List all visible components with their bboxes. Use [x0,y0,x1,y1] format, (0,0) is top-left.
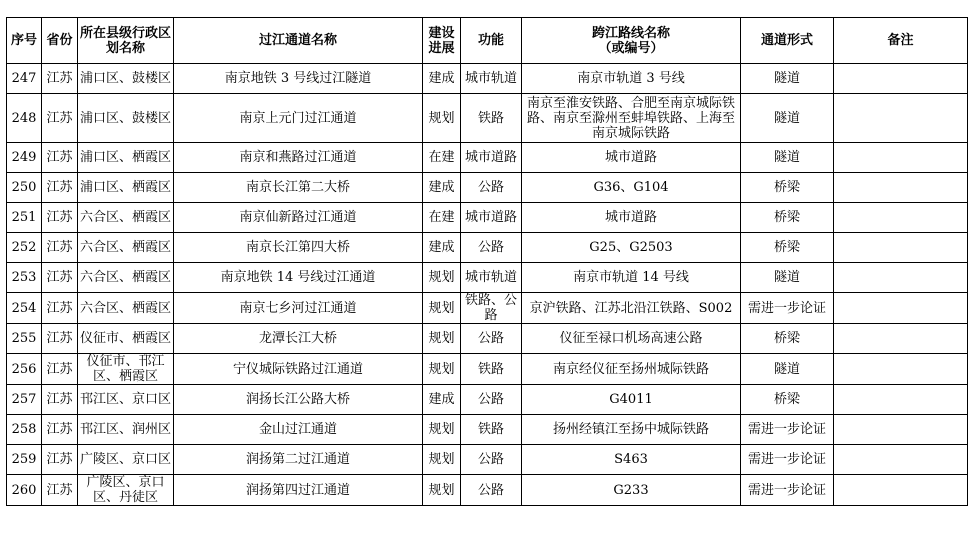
cell-note [834,143,968,173]
cell-province: 江苏 [42,354,78,385]
cell-district: 广陵区、京口区、丹徒区 [78,475,174,506]
cell-note [834,445,968,475]
header-status: 建设进展 [423,18,461,64]
header-form: 通道形式 [741,18,834,64]
cell-province: 江苏 [42,415,78,445]
header-route: 跨江路线名称 （或编号） [522,18,741,64]
cell-function: 铁路、公路 [461,293,522,324]
cell-function: 城市轨道 [461,263,522,293]
cell-note [834,293,968,324]
cell-province: 江苏 [42,94,78,143]
cell-name: 金山过江通道 [174,415,423,445]
cell-no: 254 [7,293,42,324]
header-name: 过江通道名称 [174,18,423,64]
header-no: 序号 [7,18,42,64]
cell-no: 258 [7,415,42,445]
cell-function: 公路 [461,385,522,415]
cell-route: G36、G104 [522,173,741,203]
cell-form: 桥梁 [741,233,834,263]
cell-status: 在建 [423,203,461,233]
cell-form: 隧道 [741,94,834,143]
cell-name: 南京长江第四大桥 [174,233,423,263]
cell-function: 公路 [461,173,522,203]
cell-name: 润扬第四过江通道 [174,475,423,506]
cell-no: 256 [7,354,42,385]
cell-status: 规划 [423,475,461,506]
cell-name: 南京和燕路过江通道 [174,143,423,173]
cell-note [834,354,968,385]
cell-function: 城市轨道 [461,64,522,94]
cell-function: 公路 [461,445,522,475]
cell-province: 江苏 [42,445,78,475]
cell-form: 隧道 [741,354,834,385]
cell-route: G4011 [522,385,741,415]
cell-province: 江苏 [42,64,78,94]
cell-form: 隧道 [741,143,834,173]
cell-no: 255 [7,324,42,354]
header-province: 省份 [42,18,78,64]
cell-name: 南京地铁 3 号线过江隧道 [174,64,423,94]
table-row [7,203,968,233]
cell-district: 六合区、栖霞区 [78,263,174,293]
cell-status: 规划 [423,324,461,354]
cell-province: 江苏 [42,143,78,173]
cell-no: 252 [7,233,42,263]
crossing-table [6,17,968,506]
cell-no: 247 [7,64,42,94]
cell-status: 在建 [423,143,461,173]
cell-district: 仪征市、邗江区、栖霞区 [78,354,174,385]
cell-route: 仪征至禄口机场高速公路 [522,324,741,354]
cell-form: 需进一步论证 [741,475,834,506]
table-row [7,173,968,203]
cell-no: 248 [7,94,42,143]
cell-function: 公路 [461,233,522,263]
cell-status: 规划 [423,445,461,475]
header-note: 备注 [834,18,968,64]
table-row [7,94,968,143]
cell-name: 南京长江第二大桥 [174,173,423,203]
cell-function: 城市道路 [461,143,522,173]
table-row [7,263,968,293]
cell-district: 浦口区、鼓楼区 [78,94,174,143]
cell-route: 南京经仪征至扬州城际铁路 [522,354,741,385]
cell-route: G233 [522,475,741,506]
cell-route: 京沪铁路、江苏北沿江铁路、S002 [522,293,741,324]
cell-route: 扬州经镇江至扬中城际铁路 [522,415,741,445]
cell-district: 邗江区、润州区 [78,415,174,445]
cell-function: 公路 [461,475,522,506]
cell-note [834,94,968,143]
cell-province: 江苏 [42,475,78,506]
cell-status: 建成 [423,173,461,203]
cell-province: 江苏 [42,385,78,415]
cell-district: 邗江区、京口区 [78,385,174,415]
cell-route: 城市道路 [522,143,741,173]
cell-district: 仪征市、栖霞区 [78,324,174,354]
cell-form: 桥梁 [741,173,834,203]
cell-district: 浦口区、鼓楼区 [78,64,174,94]
table-row [7,354,968,385]
cell-form: 隧道 [741,263,834,293]
table-row [7,293,968,324]
cell-status: 规划 [423,293,461,324]
cell-function: 铁路 [461,354,522,385]
cell-route: S463 [522,445,741,475]
cell-route: 南京市轨道 14 号线 [522,263,741,293]
table-row [7,415,968,445]
cell-no: 249 [7,143,42,173]
cell-note [834,475,968,506]
cell-status: 建成 [423,64,461,94]
cell-name: 南京地铁 14 号线过江通道 [174,263,423,293]
table-row [7,64,968,94]
cell-no: 253 [7,263,42,293]
cell-district: 浦口区、栖霞区 [78,173,174,203]
table-row [7,475,968,506]
cell-district: 广陵区、京口区 [78,445,174,475]
table-body [7,64,968,506]
cell-function: 铁路 [461,94,522,143]
cell-province: 江苏 [42,324,78,354]
cell-district: 六合区、栖霞区 [78,203,174,233]
cell-province: 江苏 [42,233,78,263]
cell-district: 六合区、栖霞区 [78,233,174,263]
cell-no: 260 [7,475,42,506]
cell-form: 需进一步论证 [741,415,834,445]
table-header-row [7,18,968,64]
cell-district: 六合区、栖霞区 [78,293,174,324]
cell-name: 宁仪城际铁路过江通道 [174,354,423,385]
cell-form: 桥梁 [741,324,834,354]
cell-form: 隧道 [741,64,834,94]
table-row [7,143,968,173]
cell-district: 浦口区、栖霞区 [78,143,174,173]
table-row [7,233,968,263]
cell-note [834,233,968,263]
cell-name: 润扬长江公路大桥 [174,385,423,415]
table-row [7,324,968,354]
cell-note [834,415,968,445]
cell-no: 257 [7,385,42,415]
cell-status: 规划 [423,415,461,445]
cell-route: G25、G2503 [522,233,741,263]
cell-function: 公路 [461,324,522,354]
cell-name: 龙潭长江大桥 [174,324,423,354]
cell-route: 南京至淮安铁路、合肥至南京城际铁路、南京至滁州至蚌埠铁路、上海至南京城际铁路 [522,94,741,143]
cell-status: 建成 [423,233,461,263]
cell-province: 江苏 [42,173,78,203]
cell-route: 南京市轨道 3 号线 [522,64,741,94]
cell-note [834,203,968,233]
table-row [7,445,968,475]
table-row [7,385,968,415]
cell-status: 规划 [423,354,461,385]
cell-status: 规划 [423,263,461,293]
cell-province: 江苏 [42,293,78,324]
cell-status: 建成 [423,385,461,415]
cell-function: 铁路 [461,415,522,445]
cell-no: 251 [7,203,42,233]
cell-note [834,324,968,354]
cell-note [834,385,968,415]
cell-no: 259 [7,445,42,475]
cell-name: 南京上元门过江通道 [174,94,423,143]
header-function: 功能 [461,18,522,64]
cell-name: 润扬第二过江通道 [174,445,423,475]
cell-no: 250 [7,173,42,203]
header-district: 所在县级行政区划名称 [78,18,174,64]
cell-name: 南京七乡河过江通道 [174,293,423,324]
cell-form: 桥梁 [741,385,834,415]
cell-note [834,64,968,94]
cell-status: 规划 [423,94,461,143]
cell-form: 桥梁 [741,203,834,233]
cell-province: 江苏 [42,263,78,293]
cell-note [834,173,968,203]
cell-route: 城市道路 [522,203,741,233]
cell-province: 江苏 [42,203,78,233]
cell-form: 需进一步论证 [741,445,834,475]
cell-function: 城市道路 [461,203,522,233]
cell-note [834,263,968,293]
cell-name: 南京仙新路过江通道 [174,203,423,233]
cell-form: 需进一步论证 [741,293,834,324]
